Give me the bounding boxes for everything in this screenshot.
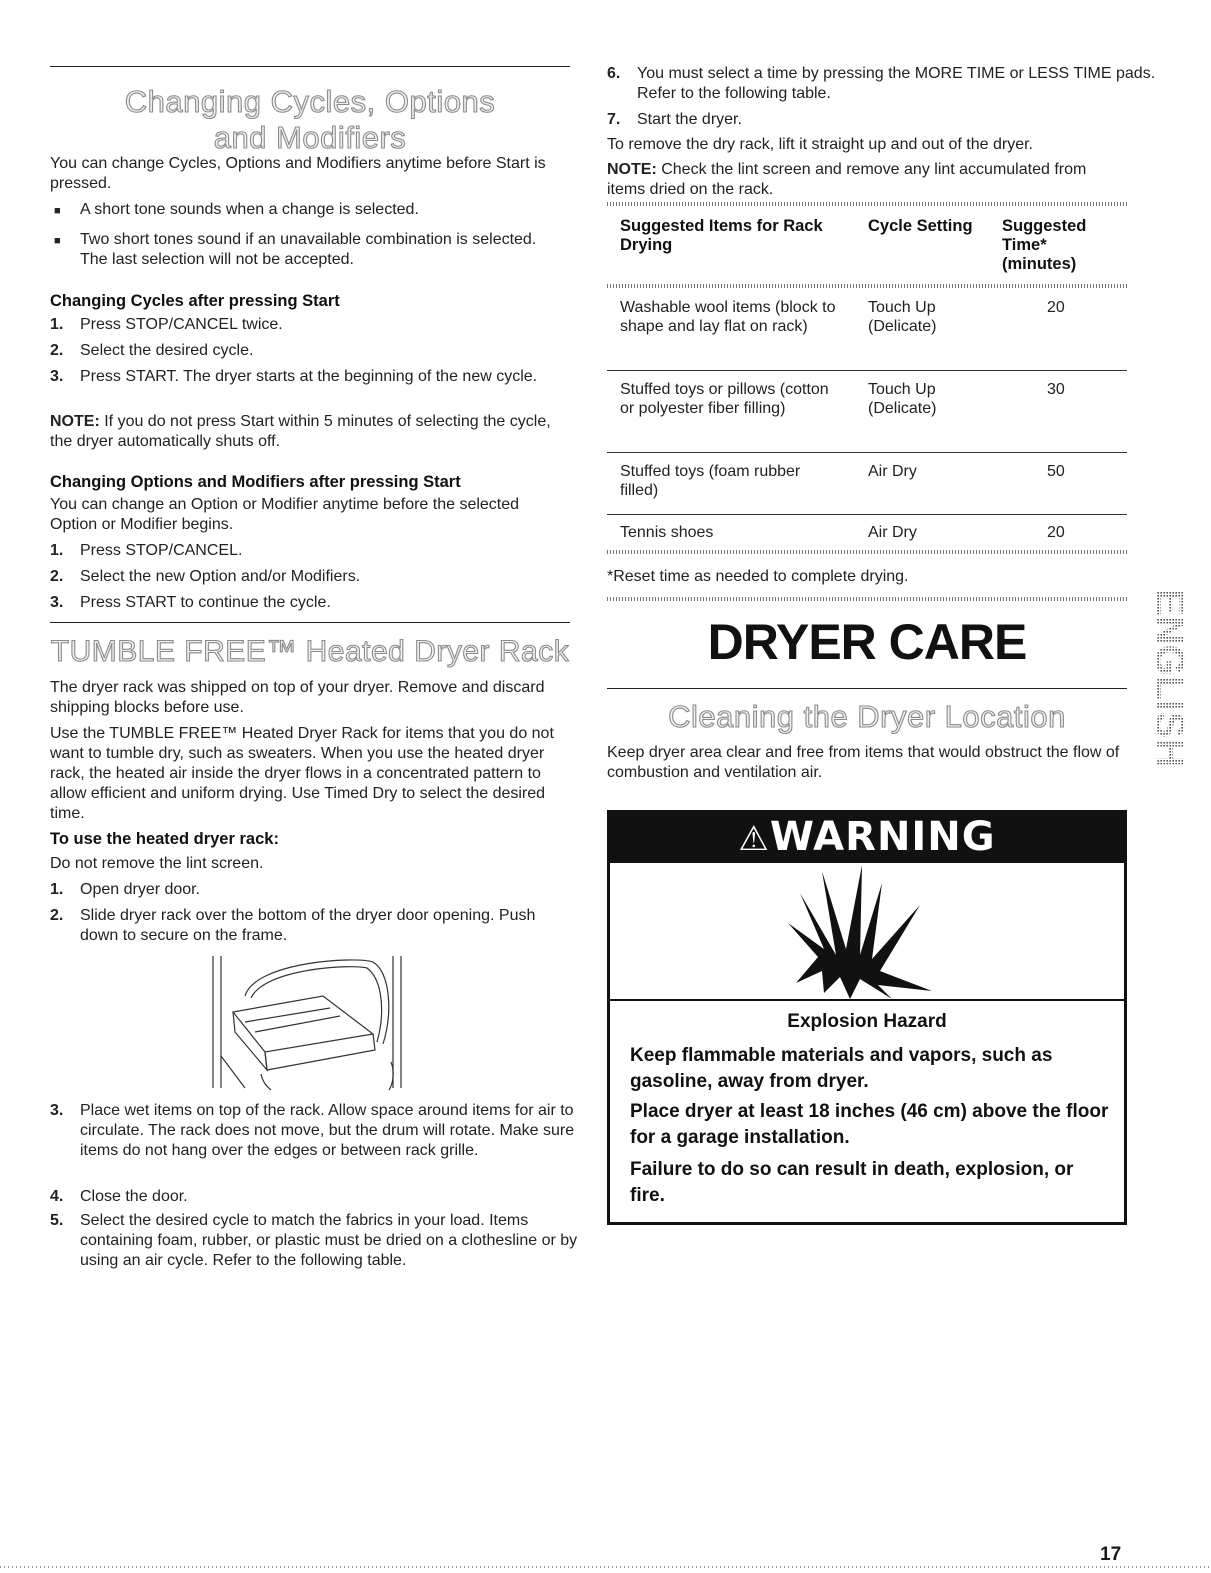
- table-row-item: Stuffed toys (foam rubber filled): [620, 463, 801, 499]
- table-row-item: Tennis shoes: [620, 524, 714, 541]
- step-text: Press STOP/CANCEL.: [80, 542, 243, 559]
- warning-triangle-icon: ⚠: [738, 819, 770, 859]
- subheading-use-rack: To use the heated dryer rack:: [50, 830, 279, 848]
- step-item: [50, 593, 570, 613]
- step-number: 2.: [50, 568, 64, 585]
- section-title-line1: Changing Cycles, Options: [124, 84, 496, 119]
- step-item: [50, 880, 570, 900]
- intro-paragraph: You can change Cycles, Options and Modifiers anytime before Start is pressed.: [50, 155, 546, 192]
- step-item: [50, 1211, 580, 1271]
- table-row-time: 30: [1047, 381, 1065, 398]
- step-number: 6.: [607, 65, 621, 82]
- explosion-icon: [610, 863, 1124, 999]
- step-text: Press START. The dryer starts at the beginning of the new cycle.: [80, 368, 538, 385]
- warning-label: [610, 814, 1124, 860]
- table-row-time: 20: [1047, 299, 1065, 316]
- subheading-changing-options: Changing Options and Modifiers after pressing Start: [50, 473, 461, 491]
- bottom-edge-dots: [0, 1566, 1211, 1568]
- step-text: Press START to continue the cycle.: [80, 594, 331, 611]
- step-number: 1.: [50, 542, 64, 559]
- note-label: NOTE:: [50, 413, 100, 430]
- step-number: 3.: [50, 1102, 64, 1119]
- table-row-cycle: Touch Up (Delicate): [868, 381, 937, 417]
- note-label: NOTE:: [607, 161, 657, 178]
- table-row-item: Washable wool items (block to shape and lay flat on rack): [620, 299, 836, 335]
- table-bottom-rule: [607, 550, 1127, 554]
- step-item: [50, 315, 570, 335]
- subheading-changing-cycles: Changing Cycles after pressing Start: [50, 292, 340, 310]
- step-text: Close the door.: [80, 1188, 188, 1205]
- cleaning-paragraph: Keep dryer area clear and free from items that would obstruct the flow of combustion and ventilation air.: [607, 744, 1120, 781]
- step-number: 5.: [50, 1212, 64, 1229]
- table-row-item: Stuffed toys or pillows (cotton or polyester fiber filling): [620, 381, 829, 417]
- step-item: [50, 541, 570, 561]
- bullet-text: Two short tones sound if an unavailable combination is selected. The last selection will not be accepted.: [80, 231, 537, 268]
- step-item: [50, 1101, 595, 1161]
- step-number: 2.: [50, 907, 64, 924]
- step-text: Press STOP/CANCEL twice.: [80, 316, 283, 333]
- table-footnote: *Reset time as needed to complete drying.: [607, 568, 909, 585]
- table-row-rule: [607, 514, 1127, 515]
- warning-line: Place dryer at least 18 inches (46 cm) above the floor for a garage installation.: [630, 1101, 1109, 1148]
- step-text: Start the dryer.: [637, 111, 742, 128]
- note-paragraph: [607, 160, 1117, 200]
- step-text: Open dryer door.: [80, 881, 201, 898]
- page-number: 17: [1100, 1544, 1122, 1565]
- rack-paragraph-2: Use the TUMBLE FREE™ Heated Dryer Rack for items that you do not want to tumble dry, such as sweaters. When you use the heated dryer rack, the heated air inside the dryer flows in a concentrated pattern to allow efficient and uniform drying. Use Timed Dry to select the desired time.: [50, 725, 554, 822]
- table-row-cycle: Touch Up (Delicate): [868, 299, 937, 335]
- dryer-rack-illustration: [205, 952, 415, 1092]
- table-header-items: Suggested Items for Rack Drying: [620, 217, 823, 254]
- table-row-rule: [607, 452, 1127, 453]
- options-intro: You can change an Option or Modifier anytime before the selected Option or Modifier begins.: [50, 496, 520, 533]
- step-number: 2.: [50, 342, 64, 359]
- step-number: 7.: [607, 111, 621, 128]
- warning-line: Keep flammable materials and vapors, such as gasoline, away from dryer.: [630, 1045, 1053, 1092]
- step-item: [50, 367, 570, 387]
- footnote-rule: [607, 597, 1127, 601]
- table-header-cycle: Cycle Setting: [868, 217, 973, 235]
- top-rule-left: [50, 66, 570, 67]
- warning-line: Failure to do so can result in death, explosion, or fire.: [630, 1159, 1074, 1206]
- step-item: [50, 567, 570, 587]
- section-rule: [607, 688, 1127, 689]
- table-row-cycle: Air Dry: [868, 463, 917, 480]
- section-title-dryer-rack: TUMBLE FREE™ Heated Dryer Rack: [50, 635, 570, 668]
- step-number: 4.: [50, 1188, 64, 1205]
- bullet-text: A short tone sounds when a change is selected.: [80, 201, 419, 218]
- step-number: 1.: [50, 881, 64, 898]
- table-header-rule: [607, 284, 1127, 288]
- step-text: Select the new Option and/or Modifiers.: [80, 568, 361, 585]
- rack-paragraph-1: The dryer rack was shipped on top of your dryer. Remove and discard shipping blocks before use.: [50, 679, 545, 716]
- step-number: 3.: [50, 368, 64, 385]
- step-text: Select the desired cycle.: [80, 342, 254, 359]
- step-item: [50, 906, 575, 946]
- step-item: [607, 64, 1157, 104]
- step-text: You must select a time by pressing the MORE TIME or LESS TIME pads. Refer to the following table.: [637, 65, 1156, 102]
- note-text: If you do not press Start within 5 minutes of selecting the cycle, the dryer automatically shuts off.: [50, 413, 551, 450]
- language-side-tab: [1147, 566, 1192, 790]
- bullet-icon: ■: [54, 235, 61, 247]
- table-row-time: 20: [1047, 524, 1065, 541]
- step-text: Slide dryer rack over the bottom of the dryer door opening. Push down to secure on the frame.: [80, 907, 536, 944]
- bullet-item: [50, 200, 560, 220]
- table-row-cycle: Air Dry: [868, 524, 917, 541]
- section-title-line2: and Modifiers: [213, 120, 407, 155]
- table-row-time: 50: [1047, 463, 1065, 480]
- side-tab-text: ENGLISH: [1147, 589, 1192, 767]
- table-row-rule: [607, 370, 1127, 371]
- section-title-cleaning: Cleaning the Dryer Location: [668, 699, 1066, 734]
- bullet-icon: ■: [54, 205, 61, 217]
- dryer-care-heading: DRYER CARE: [707, 614, 1027, 670]
- warning-label-text: WARNING: [769, 814, 996, 860]
- note-text: Check the lint screen and remove any lint accumulated from items dried on the rack.: [607, 161, 1087, 198]
- hazard-title: Explosion Hazard: [787, 1011, 947, 1032]
- note-paragraph: [50, 412, 570, 452]
- remove-rack-paragraph: To remove the dry rack, lift it straight up and out of the dryer.: [607, 136, 1033, 153]
- step-number: 1.: [50, 316, 64, 333]
- warning-divider: [610, 999, 1124, 1001]
- table-header-time: Suggested Time* (minutes): [1002, 217, 1087, 273]
- section-rule: [50, 622, 570, 623]
- warning-header: [610, 813, 1124, 999]
- table-top-rule: [607, 202, 1127, 206]
- explosion-graphic: [610, 863, 1124, 999]
- rack-paragraph-3: Do not remove the lint screen.: [50, 855, 264, 872]
- section-title-changing-cycles: [50, 84, 570, 156]
- step-item: [50, 1187, 570, 1207]
- step-number: 3.: [50, 594, 64, 611]
- step-text: Select the desired cycle to match the fabrics in your load. Items containing foam, rubber, or plastic must be dried on a clothesline or by using an air cycle. Refer to the following table.: [80, 1212, 578, 1269]
- step-item: [50, 341, 570, 361]
- step-text: Place wet items on top of the rack. Allow space around items for air to circulate. The rack does not move, but the drum will rotate. Make sure items do not hang over the edges or between rack grille.: [80, 1102, 575, 1159]
- warning-box: [607, 810, 1127, 1225]
- step-item: [607, 110, 1137, 130]
- bullet-item: [50, 230, 550, 270]
